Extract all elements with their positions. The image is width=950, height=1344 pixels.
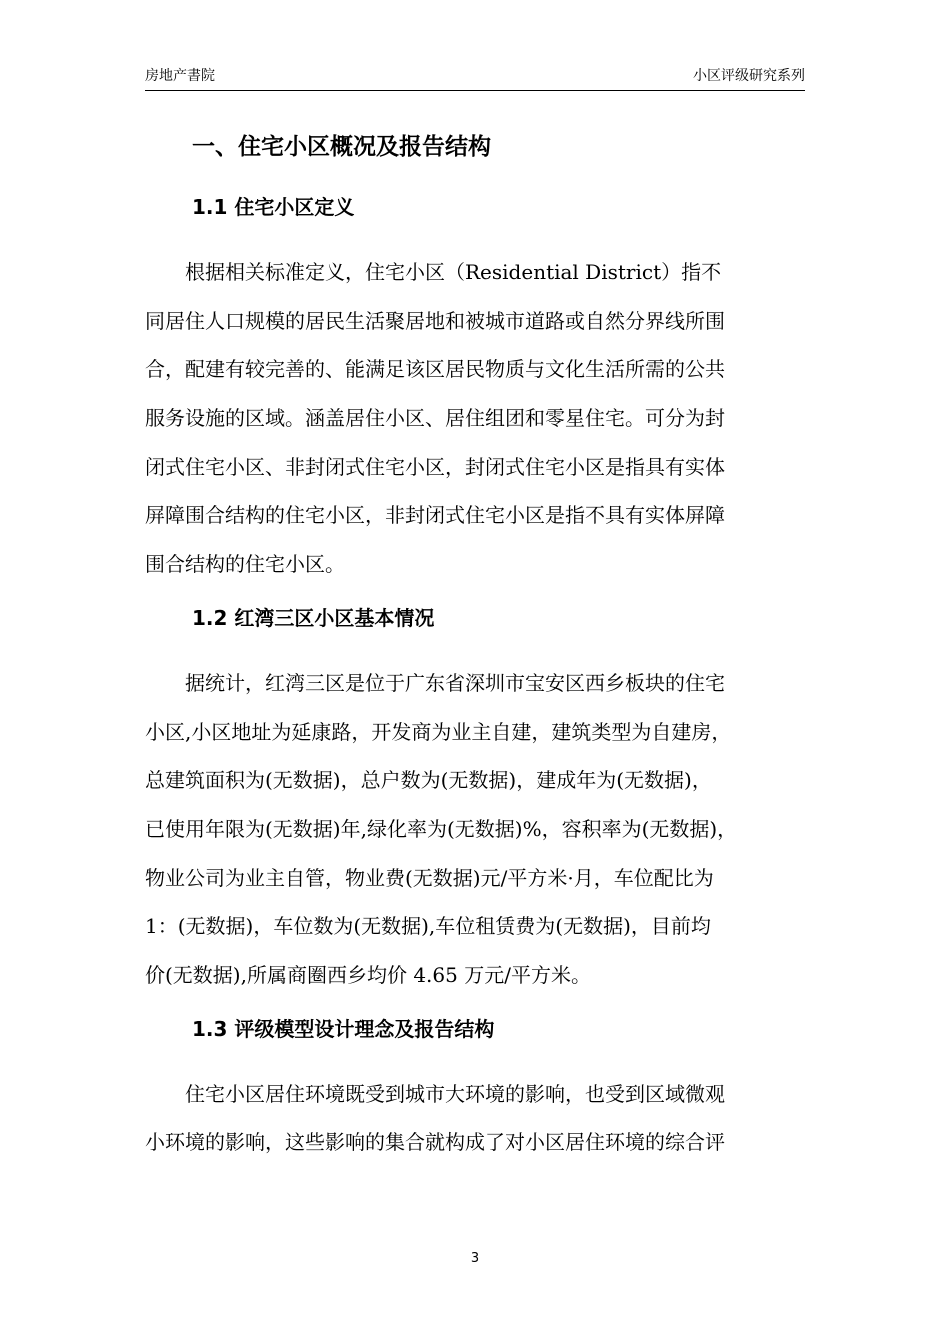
section-heading-1-3: 1.3 评级模型设计理念及报告结构 (192, 1016, 495, 1041)
paragraph-line: 小环境的影响，这些影响的集合就构成了对小区居住环境的综合评 (145, 1130, 725, 1155)
section-1-3-paragraph (145, 1070, 810, 1167)
page-header (145, 66, 805, 91)
page-number: 3 (470, 1251, 480, 1266)
paragraph-line: 根据相关标准定义，住宅小区（Residential District）指不 (145, 260, 722, 284)
header-publisher: 房地产書院 (145, 68, 215, 84)
paragraph-line: 同居住人口规模的居民生活聚居地和被城市道路或自然分界线所围 (145, 308, 725, 333)
paragraph-line: 物业公司为业主自管，物业费(无数据)元/平方米·月，车位配比为 (145, 865, 714, 890)
paragraph-line: 住宅小区居住环境既受到城市大环境的影响，也受到区域微观 (145, 1081, 725, 1106)
paragraph-line: 闭式住宅小区、非封闭式住宅小区，封闭式住宅小区是指具有实体 (145, 454, 725, 479)
paragraph-line: 据统计，红湾三区是位于广东省深圳市宝安区西乡板块的住宅 (145, 670, 725, 695)
section-1-2-paragraph (145, 659, 810, 1000)
paragraph-line: 总建筑面积为(无数据)，总户数为(无数据)，建成年为(无数据)， (145, 768, 712, 793)
chapter-title: 一、住宅小区概况及报告结构 (192, 134, 491, 160)
section-1-1-paragraph (145, 248, 810, 589)
paragraph-line: 小区,小区地址为延康路，开发商为业主自建，建筑类型为自建房， (145, 719, 732, 744)
paragraph-line: 围合结构的住宅小区。 (145, 552, 345, 577)
paragraph-line: 服务设施的区域。涵盖居住小区、居住组团和零星住宅。可分为封 (145, 406, 725, 431)
section-heading-1-2: 1.2 红湾三区小区基本情况 (192, 605, 435, 630)
paragraph-line: 合，配建有较完善的、能满足该区居民物质与文化生活所需的公共 (145, 357, 725, 382)
paragraph-line: 价(无数据),所属商圈西乡均价 4.65 万元/平方米。 (145, 962, 591, 987)
paragraph-line: 屏障围合结构的住宅小区，非封闭式住宅小区是指不具有实体屏障 (145, 503, 725, 528)
header-series: 小区评级研究系列 (693, 68, 805, 84)
paragraph-line: 1：(无数据)，车位数为(无数据),车位租赁费为(无数据)，目前均 (145, 914, 711, 939)
document-body (145, 130, 810, 1167)
paragraph-line: 已使用年限为(无数据)年,绿化率为(无数据)%，容积率为(无数据)， (145, 816, 738, 841)
section-heading-1-1: 1.1 住宅小区定义 (192, 195, 355, 219)
